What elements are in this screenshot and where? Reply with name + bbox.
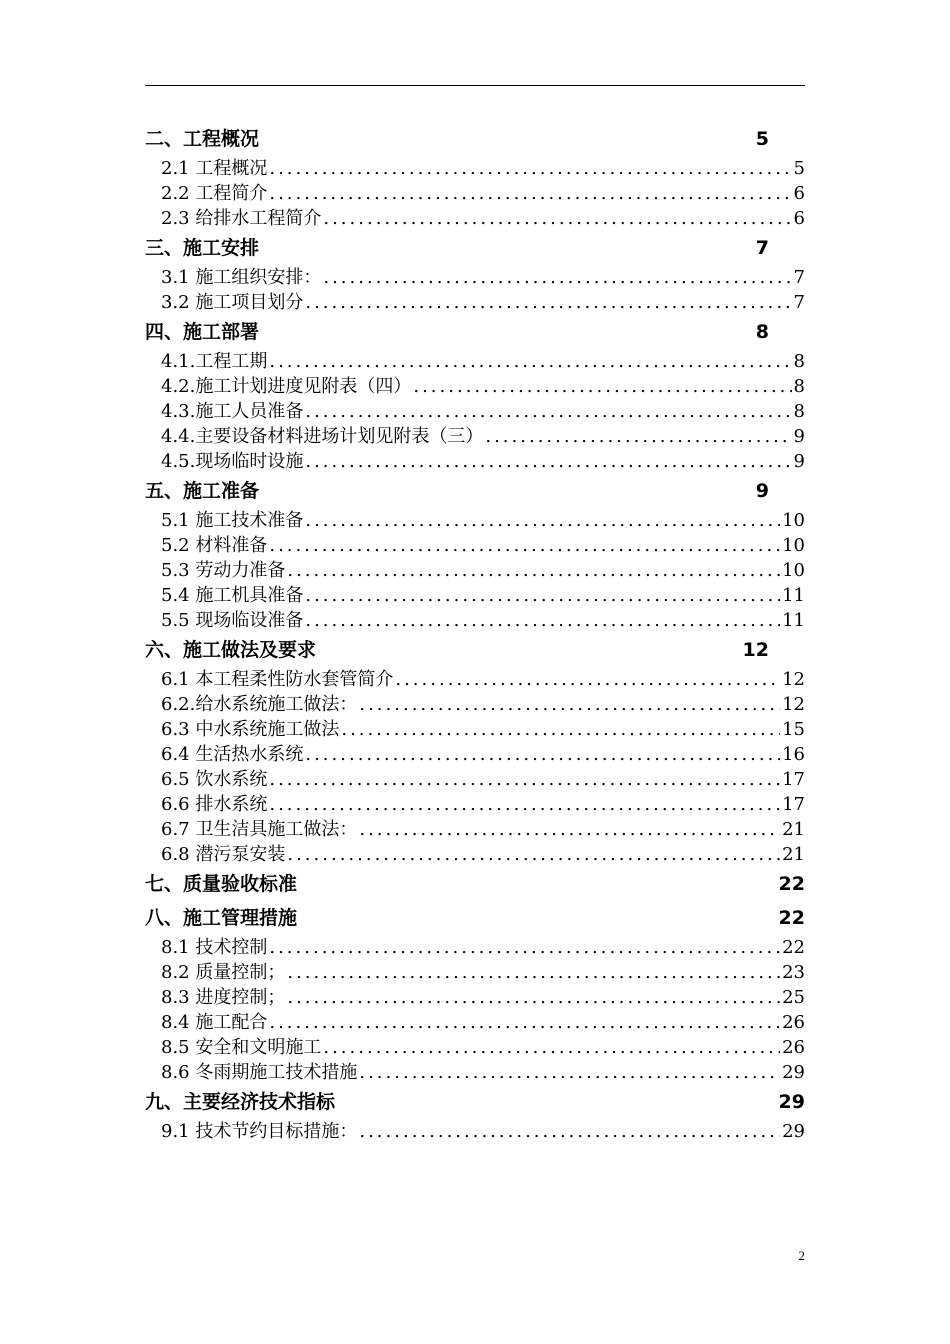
- toc-leader-dots: [341, 717, 780, 742]
- toc-item[interactable]: [145, 608, 805, 633]
- toc-item-title: 4.5.现场临时设施: [161, 451, 304, 472]
- toc-item-page: 23: [782, 962, 805, 983]
- toc-item-title: 5.3 劳动力准备: [161, 560, 286, 581]
- toc-leader-dots: [287, 558, 780, 583]
- toc-leader-dots: [269, 349, 791, 374]
- table-of-contents: [145, 122, 805, 1144]
- toc-item-page: 29: [782, 1062, 805, 1083]
- toc-leader-dots: [323, 265, 791, 290]
- toc-item[interactable]: [145, 349, 805, 374]
- toc-leader-dots: [269, 767, 780, 792]
- toc-item[interactable]: [145, 1119, 805, 1144]
- toc-leader-dots: [269, 181, 791, 206]
- toc-item[interactable]: [145, 399, 805, 424]
- toc-section-page: 22: [778, 907, 805, 929]
- toc-section-title: 六、施工做法及要求: [145, 639, 317, 661]
- toc-section-page: 5: [755, 128, 769, 150]
- toc-leader-dots: [305, 508, 780, 533]
- toc-leader-dots: [359, 1060, 780, 1085]
- toc-item-page: 26: [782, 1037, 805, 1058]
- toc-item-title: 8.3 进度控制；: [161, 987, 286, 1008]
- toc-item[interactable]: [145, 290, 805, 315]
- toc-item-title: 8.1 技术控制: [161, 937, 268, 958]
- toc-item[interactable]: [145, 1060, 805, 1085]
- toc-item-page: 11: [782, 610, 805, 631]
- toc-item[interactable]: [145, 692, 805, 717]
- toc-item[interactable]: [145, 449, 805, 474]
- toc-section-page: 7: [755, 237, 769, 259]
- toc-item-page: 17: [782, 769, 805, 790]
- toc-leader-dots: [305, 290, 791, 315]
- toc-item[interactable]: [145, 742, 805, 767]
- toc-leader-dots: [269, 792, 780, 817]
- toc-item-title: 5.4 施工机具准备: [161, 585, 304, 606]
- toc-section[interactable]: [145, 633, 805, 667]
- toc-item[interactable]: [145, 583, 805, 608]
- toc-item-page: 5: [793, 158, 805, 179]
- toc-item[interactable]: [145, 842, 805, 867]
- toc-item-page: 22: [782, 937, 805, 958]
- toc-item[interactable]: [145, 265, 805, 290]
- toc-leader-dots: [413, 374, 791, 399]
- toc-item-title: 6.8 潜污泵安装: [161, 844, 286, 865]
- toc-item-page: 11: [782, 585, 805, 606]
- toc-item[interactable]: [145, 206, 805, 231]
- toc-leader-dots: [269, 533, 780, 558]
- toc-leader-dots: [305, 742, 780, 767]
- toc-item-title: 3.1 施工组织安排：: [161, 267, 322, 288]
- toc-item-page: 8: [793, 351, 805, 372]
- toc-leader-dots: [323, 206, 791, 231]
- toc-leader-dots: [269, 156, 791, 181]
- toc-item-page: 6: [793, 183, 805, 204]
- toc-item-page: 9: [793, 451, 805, 472]
- toc-leader-dots: [485, 424, 791, 449]
- toc-item-page: 7: [793, 292, 805, 313]
- toc-section-page: 29: [778, 1091, 805, 1113]
- toc-section[interactable]: [145, 867, 805, 901]
- toc-section-title: 八、施工管理措施: [145, 907, 298, 929]
- toc-item-title: 4.1.工程工期: [161, 351, 268, 372]
- toc-item-page: 21: [782, 819, 805, 840]
- toc-item-page: 29: [782, 1121, 805, 1142]
- toc-section[interactable]: [145, 231, 805, 265]
- toc-item[interactable]: [145, 935, 805, 960]
- toc-item-page: 8: [793, 401, 805, 422]
- toc-leader-dots: [359, 692, 780, 717]
- toc-item-title: 5.5 现场临设准备: [161, 610, 304, 631]
- toc-item-page: 6: [793, 208, 805, 229]
- toc-item-page: 16: [782, 744, 805, 765]
- toc-leader-dots: [305, 608, 780, 633]
- toc-item-title: 4.4.主要设备材料进场计划见附表（三）: [161, 426, 484, 447]
- toc-item-page: 25: [782, 987, 805, 1008]
- toc-item[interactable]: [145, 508, 805, 533]
- toc-item[interactable]: [145, 156, 805, 181]
- toc-item-page: 10: [782, 510, 805, 531]
- toc-section[interactable]: [145, 315, 805, 349]
- toc-item-title: 9.1 技术节约目标措施：: [161, 1121, 358, 1142]
- toc-item-title: 6.5 饮水系统: [161, 769, 268, 790]
- toc-item-title: 6.3 中水系统施工做法: [161, 719, 340, 740]
- page-number: 2: [798, 1248, 805, 1263]
- toc-section-page: 8: [755, 321, 769, 343]
- toc-item-title: 8.2 质量控制；: [161, 962, 286, 983]
- toc-leader-dots: [287, 842, 780, 867]
- toc-leader-dots: [395, 667, 780, 692]
- toc-item[interactable]: [145, 767, 805, 792]
- toc-leader-dots: [305, 399, 791, 424]
- toc-item-title: 4.2.施工计划进度见附表（四）: [161, 376, 412, 397]
- toc-item-title: 8.5 安全和文明施工: [161, 1037, 322, 1058]
- toc-section-page: 22: [778, 873, 805, 895]
- toc-item-page: 15: [782, 719, 805, 740]
- toc-section-title: 五、施工准备: [145, 480, 260, 502]
- toc-item[interactable]: [145, 667, 805, 692]
- toc-leader-dots: [269, 1010, 780, 1035]
- toc-section-title: 二、工程概况: [145, 128, 260, 150]
- toc-section-title: 九、主要经济技术指标: [145, 1091, 336, 1113]
- toc-item[interactable]: [145, 424, 805, 449]
- toc-leader-dots: [323, 1035, 780, 1060]
- toc-item[interactable]: [145, 817, 805, 842]
- toc-item-page: 12: [782, 669, 805, 690]
- toc-item-title: 6.4 生活热水系统: [161, 744, 304, 765]
- toc-item[interactable]: [145, 960, 805, 985]
- toc-item-title: 2.1 工程概况: [161, 158, 268, 179]
- toc-leader-dots: [359, 1119, 780, 1144]
- toc-item[interactable]: [145, 1010, 805, 1035]
- toc-item-page: 26: [782, 1012, 805, 1033]
- toc-item[interactable]: [145, 717, 805, 742]
- toc-item-title: 6.1 本工程柔性防水套管简介: [161, 669, 394, 690]
- toc-item-title: 4.3.施工人员准备: [161, 401, 304, 422]
- toc-item-title: 3.2 施工项目划分: [161, 292, 304, 313]
- toc-section-title: 七、质量验收标准: [145, 873, 298, 895]
- toc-item-title: 6.6 排水系统: [161, 794, 268, 815]
- toc-item[interactable]: [145, 533, 805, 558]
- toc-item-title: 8.4 施工配合: [161, 1012, 268, 1033]
- toc-item[interactable]: [145, 792, 805, 817]
- toc-section-page: 12: [742, 639, 769, 661]
- toc-item[interactable]: [145, 985, 805, 1010]
- toc-item-page: 17: [782, 794, 805, 815]
- toc-section-title: 三、施工安排: [145, 237, 260, 259]
- toc-leader-dots: [359, 817, 780, 842]
- toc-item-page: 9: [793, 426, 805, 447]
- toc-item-title: 6.2.给水系统施工做法：: [161, 694, 358, 715]
- toc-section[interactable]: [145, 1085, 805, 1119]
- toc-item[interactable]: [145, 374, 805, 399]
- toc-item-title: 2.3 给排水工程简介: [161, 208, 322, 229]
- toc-leader-dots: [287, 960, 780, 985]
- toc-item-title: 5.2 材料准备: [161, 535, 268, 556]
- toc-section[interactable]: [145, 474, 805, 508]
- header-rule: [145, 85, 805, 86]
- toc-item-title: 5.1 施工技术准备: [161, 510, 304, 531]
- toc-item[interactable]: [145, 181, 805, 206]
- toc-item-title: 2.2 工程简介: [161, 183, 268, 204]
- toc-item[interactable]: [145, 1035, 805, 1060]
- toc-section-page: 9: [755, 480, 769, 502]
- toc-leader-dots: [287, 985, 780, 1010]
- toc-leader-dots: [305, 583, 780, 608]
- toc-leader-dots: [305, 449, 791, 474]
- toc-section[interactable]: [145, 901, 805, 935]
- toc-item-page: 10: [782, 535, 805, 556]
- toc-section-title: 四、施工部署: [145, 321, 260, 343]
- toc-item-page: 8: [793, 376, 805, 397]
- toc-item-title: 8.6 冬雨期施工技术措施: [161, 1062, 358, 1083]
- toc-item-page: 12: [782, 694, 805, 715]
- toc-leader-dots: [269, 935, 780, 960]
- toc-item-title: 6.7 卫生洁具施工做法：: [161, 819, 358, 840]
- toc-item-page: 7: [793, 267, 805, 288]
- toc-section[interactable]: [145, 122, 805, 156]
- toc-item[interactable]: [145, 558, 805, 583]
- toc-item-page: 10: [782, 560, 805, 581]
- toc-item-page: 21: [782, 844, 805, 865]
